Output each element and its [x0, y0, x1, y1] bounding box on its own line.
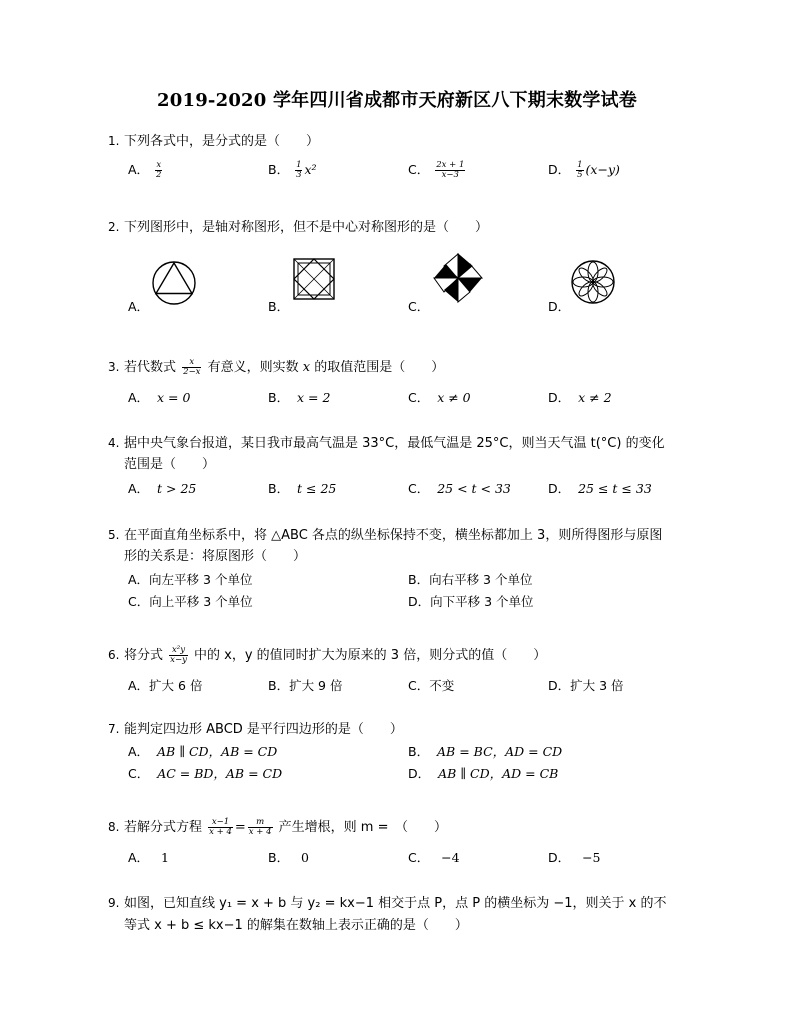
option-a[interactable]: A．向左平移 3 个单位 [128, 572, 253, 587]
question-stem: 据中央气象台报道，某日我市最高气温是 33°C，最低气温是 25°C，则当天气温 t(°C) 的变化 [124, 436, 665, 451]
option-label: C． [408, 162, 430, 177]
question-4 [108, 432, 708, 455]
fraction: $\frac{\text{x²y}}{x-y}$ [170, 645, 187, 665]
option-b[interactable]: B．向右平移 3 个单位 [408, 572, 533, 587]
question-5 [108, 524, 708, 547]
option-c[interactable] [408, 160, 467, 180]
fraction: $\frac{x}{2-x}$ [183, 357, 201, 377]
question-stem: 在平面直角坐标系中，将 △ABC 各点的纵坐标保持不变，横坐标都加上 3，则所得图形与原图 [124, 528, 663, 543]
option-c[interactable]: C． x ≠ 0 [408, 390, 471, 405]
question-number: 6. [108, 648, 120, 662]
question-stem: 如图，已知直线 y₁ = x + b 与 y₂ = kx−1 相交于点 P，点 P 的横坐标为 −1，则关于 x 的不 [124, 896, 667, 911]
option-a[interactable]: A． AB ∥ CD，AB = CD [128, 744, 278, 759]
option-label: A． [128, 162, 150, 177]
option-c[interactable]: C．向上平移 3 个单位 [128, 594, 253, 609]
option-a[interactable]: A． x = 0 [128, 390, 191, 405]
fraction: $\frac{1}{5}$ [577, 160, 583, 180]
flower-circle-figure [570, 259, 616, 305]
option-a[interactable]: A． [128, 299, 150, 314]
question-number: 1. [108, 134, 120, 148]
option-d[interactable]: D．向下平移 3 个单位 [408, 594, 534, 609]
square-diamond-figure [292, 257, 336, 301]
question-number: 5. [108, 528, 120, 542]
option-b[interactable]: B． $\frac{1}{3}$ x² [268, 160, 317, 180]
question-8: 8. 若解分式方程 $\frac{x-1}{x + 4}$ = $\frac{m}{x + 4}$ 产生增根，则 m = （ ） [108, 817, 447, 837]
option-b[interactable]: B． t ≤ 25 [268, 481, 337, 496]
page-title: 2019-2020 学年四川省成都市天府新区八下期末数学试卷 [157, 90, 637, 111]
question-stem: 能判定四边形 ABCD 是平行四边形的是（ ） [124, 722, 403, 737]
option-d[interactable]: D． [548, 299, 571, 314]
option-a[interactable]: A． t > 25 [128, 481, 197, 496]
question-number: 9. [108, 896, 120, 910]
option-c[interactable]: C． AC = BD，AB = CD [128, 766, 283, 781]
fraction: $\frac{x}{2}$ [156, 160, 162, 180]
fraction: $\frac{m}{x + 4}$ [248, 817, 272, 837]
question-4-continued: 范围是（ ） [124, 457, 216, 472]
question-number: 2. [108, 220, 120, 234]
option-b[interactable]: B． x = 2 [268, 390, 331, 405]
question-6: 6. 将分式 $\frac{\text{x²y}}{x-y}$ 中的 x，y 的值同时扩大为原来的 3 倍，则分式的值（ ） [108, 645, 547, 665]
option-d[interactable]: D． 25 ≤ t ≤ 33 [548, 481, 652, 496]
fraction: $\frac{2x + 1}{x-3}$ [436, 160, 465, 180]
question-9 [108, 892, 708, 915]
option-a[interactable] [128, 160, 164, 180]
option-label: D． [548, 162, 571, 177]
pinwheel-figure [430, 250, 486, 306]
question-3: 3. 若代数式 $\frac{x}{2-x}$ 有意义，则实数 x 的取值范围是（ ） [108, 357, 445, 377]
circle-triangle-figure [151, 260, 197, 306]
option-d[interactable]: D． x ≠ 2 [548, 390, 612, 405]
question-number: 3. [108, 360, 120, 374]
question-1 [108, 130, 708, 153]
option-c[interactable]: C．不变 [408, 678, 455, 693]
option-d[interactable]: D． $\frac{1}{5}$ (x−y) [548, 160, 620, 180]
option-b[interactable]: B．扩大 9 倍 [268, 678, 343, 693]
option-b[interactable]: B． AB = BC，AD = CD [408, 744, 563, 759]
question-number: 7. [108, 722, 120, 736]
option-c[interactable]: C． −4 [408, 850, 460, 865]
option-a[interactable]: A．扩大 6 倍 [128, 678, 203, 693]
question-9-continued: 等式 x + b ≤ kx−1 的解集在数轴上表示正确的是（ ） [124, 918, 468, 933]
question-number: 4. [108, 436, 120, 450]
option-d[interactable]: D． −5 [548, 850, 601, 865]
question-2 [108, 216, 708, 239]
option-c[interactable]: C． 25 < t < 33 [408, 481, 511, 496]
question-stem: 下列图形中，是轴对称图形，但不是中心对称图形的是（ ） [124, 220, 489, 235]
question-7 [108, 718, 708, 741]
option-a[interactable]: A． 1 [128, 850, 169, 865]
fraction: $\frac{x-1}{x + 4}$ [209, 817, 232, 837]
option-b[interactable]: B． [268, 299, 290, 314]
option-d[interactable]: D． AB ∥ CD，AD = CB [408, 766, 559, 781]
question-stem: 下列各式中，是分式的是（ ） [124, 134, 320, 149]
question-5-continued: 形的关系是：将原图形（ ） [124, 549, 307, 564]
option-d[interactable]: D．扩大 3 倍 [548, 678, 624, 693]
option-label: B． [268, 162, 290, 177]
question-number: 8. [108, 820, 120, 834]
fraction: $\frac{1}{3}$ [296, 160, 302, 180]
option-b[interactable]: B． 0 [268, 850, 309, 865]
option-c[interactable]: C． [408, 299, 430, 314]
